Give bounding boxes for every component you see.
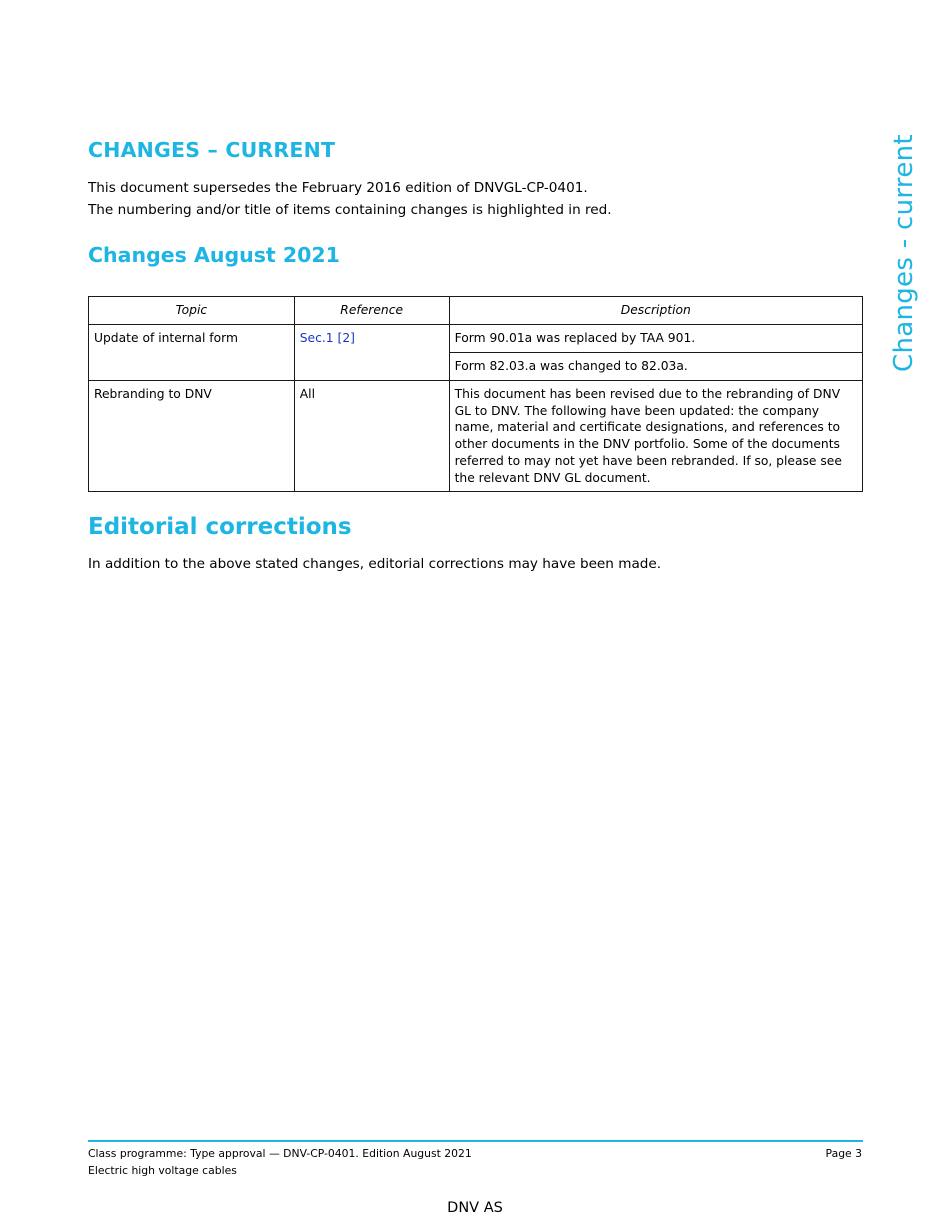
intro-line-2: The numbering and/or title of items containing changes is highlighted in red.: [88, 201, 612, 218]
page-number: Page 3: [825, 1147, 862, 1160]
topic-cell: Rebranding to DNV: [89, 381, 295, 492]
intro-line-1: This document supersedes the February 2016 edition of DNVGL-CP-0401.: [88, 180, 588, 196]
column-header-topic: Topic: [89, 297, 295, 325]
column-header-description: Description: [449, 297, 862, 325]
table-row: [89, 381, 863, 492]
reference-link[interactable]: Sec.1 [2]: [299, 331, 355, 345]
topic-cell: Update of internal form: [89, 325, 295, 381]
description-cell: This document has been revised due to the rebranding of DNV GL to DNV. The following have been updated: the company name, material and certificate designations, and references to other documents in the DNV portfolio. Some of the documents referred to may not yet have been rebranded. If so, please see the relevant DNV GL document.: [449, 381, 862, 492]
footer-line-2: Electric high voltage cables: [88, 1164, 237, 1177]
reference-cell: All: [294, 381, 449, 492]
table-row: [89, 325, 863, 353]
page-title: CHANGES – CURRENT: [88, 138, 336, 162]
sidebar-section-tab: Changes - current: [889, 134, 919, 372]
editorial-text: In addition to the above stated changes, editorial corrections may have been made.: [88, 556, 662, 572]
intro-paragraph: [88, 178, 612, 221]
changes-heading: Changes August 2021: [88, 243, 340, 267]
editorial-heading: Editorial corrections: [88, 514, 352, 540]
description-cell: Form 90.01a was replaced by TAA 901.: [449, 325, 862, 353]
changes-table: [88, 296, 863, 492]
footer-document-info: [88, 1145, 472, 1179]
footer-divider: [88, 1140, 863, 1142]
column-header-reference: Reference: [294, 297, 449, 325]
table-header-row: [89, 297, 863, 325]
footer-line-1: Class programme: Type approval — DNV-CP-0401. Edition August 2021: [88, 1147, 472, 1160]
publisher-name: DNV AS: [447, 1200, 503, 1216]
description-cell: Form 82.03.a was changed to 82.03a.: [449, 353, 862, 381]
reference-cell: [294, 325, 449, 381]
